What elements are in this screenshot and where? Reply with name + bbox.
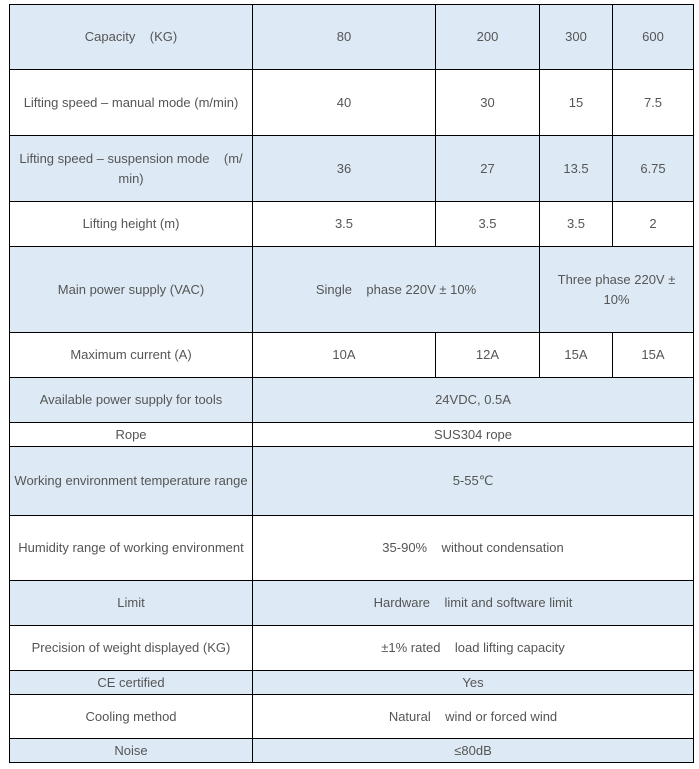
row-label-tool-power-supply: Available power supply for tools bbox=[10, 378, 253, 423]
lifting-speed-suspension-value: 6.75 bbox=[613, 136, 694, 202]
lifting-speed-manual-value: 7.5 bbox=[613, 70, 694, 136]
capacity-value: 80 bbox=[253, 5, 436, 70]
tool-power-supply-value: 24VDC, 0.5A bbox=[253, 378, 694, 423]
lifting-height-value: 2 bbox=[613, 202, 694, 247]
row-label-maximum-current: Maximum current (A) bbox=[10, 333, 253, 378]
lifting-height-value: 3.5 bbox=[540, 202, 613, 247]
main-power-three-phase-value: Three phase 220V ± 10% bbox=[540, 247, 694, 333]
limit-value: Hardware limit and software limit bbox=[253, 581, 694, 626]
maximum-current-value: 12A bbox=[436, 333, 540, 378]
table-row-rope bbox=[10, 423, 694, 447]
row-label-noise: Noise bbox=[10, 739, 253, 763]
specifications-table bbox=[9, 4, 694, 763]
table-row-lifting-height bbox=[10, 202, 694, 247]
maximum-current-value: 15A bbox=[613, 333, 694, 378]
lifting-speed-suspension-value: 13.5 bbox=[540, 136, 613, 202]
row-label-main-power-supply: Main power supply (VAC) bbox=[10, 247, 253, 333]
lifting-speed-manual-value: 40 bbox=[253, 70, 436, 136]
capacity-value: 300 bbox=[540, 5, 613, 70]
table-row-weight-precision bbox=[10, 626, 694, 671]
row-label-ce-certified: CE certified bbox=[10, 671, 253, 695]
ce-certified-value: Yes bbox=[253, 671, 694, 695]
table-row-limit bbox=[10, 581, 694, 626]
table-row-tool-power-supply bbox=[10, 378, 694, 423]
table-row-humidity-range bbox=[10, 516, 694, 581]
maximum-current-value: 10A bbox=[253, 333, 436, 378]
row-label-lifting-height: Lifting height (m) bbox=[10, 202, 253, 247]
row-label-limit: Limit bbox=[10, 581, 253, 626]
row-label-humidity-range: Humidity range of working environment bbox=[10, 516, 253, 581]
cooling-method-value: Natural wind or forced wind bbox=[253, 695, 694, 739]
row-label-lifting-speed-suspension: Lifting speed – suspension mode (m/ min) bbox=[10, 136, 253, 202]
rope-value: SUS304 rope bbox=[253, 423, 694, 447]
lifting-speed-suspension-value: 27 bbox=[436, 136, 540, 202]
noise-value: ≤80dB bbox=[253, 739, 694, 763]
table-row-maximum-current bbox=[10, 333, 694, 378]
row-label-lifting-speed-manual: Lifting speed – manual mode (m/min) bbox=[10, 70, 253, 136]
lifting-speed-manual-value: 15 bbox=[540, 70, 613, 136]
row-label-rope: Rope bbox=[10, 423, 253, 447]
row-label-capacity: Capacity (KG) bbox=[10, 5, 253, 70]
capacity-value: 600 bbox=[613, 5, 694, 70]
lifting-height-value: 3.5 bbox=[253, 202, 436, 247]
row-label-temperature-range: Working environment temperature range bbox=[10, 447, 253, 516]
table-row-temperature-range bbox=[10, 447, 694, 516]
maximum-current-value: 15A bbox=[540, 333, 613, 378]
table-row-cooling-method bbox=[10, 695, 694, 739]
row-label-weight-precision: Precision of weight displayed (KG) bbox=[10, 626, 253, 671]
row-label-cooling-method: Cooling method bbox=[10, 695, 253, 739]
lifting-speed-suspension-value: 36 bbox=[253, 136, 436, 202]
table-row-lifting-speed-manual bbox=[10, 70, 694, 136]
lifting-height-value: 3.5 bbox=[436, 202, 540, 247]
capacity-value: 200 bbox=[436, 5, 540, 70]
table-row-ce-certified bbox=[10, 671, 694, 695]
table-row-capacity bbox=[10, 5, 694, 70]
table-row-noise bbox=[10, 739, 694, 763]
temperature-range-value: 5-55℃ bbox=[253, 447, 694, 516]
table-row-lifting-speed-suspension bbox=[10, 136, 694, 202]
table-row-main-power-supply bbox=[10, 247, 694, 333]
lifting-speed-manual-value: 30 bbox=[436, 70, 540, 136]
humidity-range-value: 35-90% without condensation bbox=[253, 516, 694, 581]
weight-precision-value: ±1% rated load lifting capacity bbox=[253, 626, 694, 671]
main-power-single-phase-value: Single phase 220V ± 10% bbox=[253, 247, 540, 333]
